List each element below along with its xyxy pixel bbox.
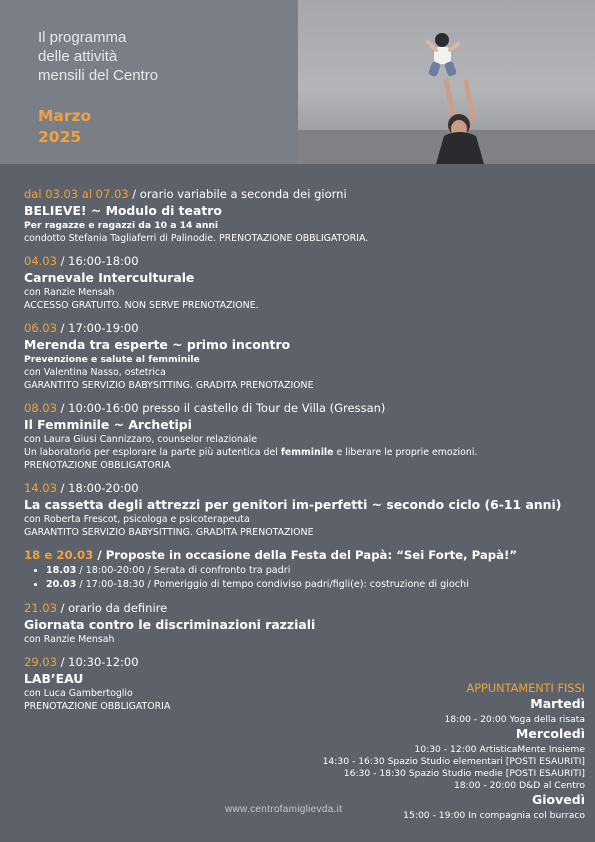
event-detail: con Ranzie Mensah [24,634,115,645]
event-time: / 16:00-18:00 [56,254,139,268]
desc-text: Un laboratorio per esplorare la parte più autentica del [24,447,281,458]
event-detail: con Ranzie Mensah [24,287,115,298]
event-date: 06.03 [24,321,57,335]
event-note: PRENOTAZIONE OBBLIGATORIA [24,460,171,471]
event-detail: con Valentina Nasso, ostetrica [24,367,166,378]
event-detail: condotto Stefania Tagliaferri di Palinodie. PRENOTAZIONE OBBLIGATORIA. [24,233,369,244]
event-detail: GARANTITO SERVIZIO BABYSITTING. GRADITA PRENOTAZIONE [24,527,314,538]
event-title: Giornata contro le discriminazioni razziali [24,617,316,632]
event-subtitle: Prevenzione e salute al femminile [24,354,200,365]
day-label: Martedì [530,696,585,711]
intro-line: delle attività [38,48,118,65]
bullet-date: 18.03 [46,565,77,576]
intro-line: mensili del Centro [38,67,159,84]
event-time: / orario variabile a seconda dei giorni [128,187,347,201]
event-item [24,400,584,472]
month-year [38,106,91,148]
header-band [0,0,595,164]
event-item [24,480,584,539]
event-detail: con Luca Gambertoglio [24,688,133,699]
event-date: 18 e 20.03 [24,548,94,562]
event-bullets [24,564,584,592]
fixed-appointments [323,681,585,822]
photo-illustration [298,0,595,164]
event-date: 08.03 [24,401,57,415]
event-title: Il Femminile ~ Archetipi [24,417,192,432]
event-time: / 10:00-16:00 presso il castello di Tour de Villa (Gressan) [56,401,386,415]
event-subtitle: Per ragazze e ragazzi da 10 a 14 anni [24,220,219,231]
event-time: / 10:30-12:00 [56,655,139,669]
event-title: Carnevale Interculturale [24,270,195,285]
event-date: 29.03 [24,655,57,669]
day-label: Giovedì [532,792,585,807]
appointment-item: 18:00 - 20:00 D&D al Centro [453,780,585,791]
event-date: 21.03 [24,601,57,615]
event-item [24,600,584,646]
bullet-date: 20.03 [46,579,77,590]
list-item [46,578,584,592]
bullet-text: / 17:00-18:30 / Pomeriggio di tempo condiviso padri/figli(e): costruzione di giochi [76,579,469,590]
month: Marzo [38,107,92,125]
event-detail: PRENOTAZIONE OBBLIGATORIA [24,701,171,712]
event-time: / Proposte in occasione della Festa del Papà: “Sei Forte, Papà!” [93,548,518,562]
event-item [24,186,584,245]
event-item [24,547,584,592]
intro-text [38,28,158,85]
appointment-item: 14:30 - 16:30 Spazio Studio elementari [POSTI ESAURITI] [322,756,585,767]
event-detail: ACCESSO GRATUITO. NON SERVE PRENOTAZIONE. [24,300,259,311]
event-title: LAB’EAU [24,671,84,686]
event-detail: con Laura Giusi Cannizzaro, counselor relazionale [24,434,257,445]
desc-text: e liberare le proprie emozioni. [333,447,478,458]
event-date: 04.03 [24,254,57,268]
event-time: / 17:00-19:00 [56,321,139,335]
event-title: La cassetta degli attrezzi per genitori im-perfetti ~ secondo ciclo (6-11 anni) [24,497,562,512]
photo-father-child-icon [298,0,595,164]
event-time: / orario da definire [56,601,168,615]
event-title: Merenda tra esperte ~ primo incontro [24,337,291,352]
events-list [24,186,584,721]
event-date: 14.03 [24,481,57,495]
appointment-item: 10:30 - 12:00 ArtisticaMente Insieme [414,744,585,755]
event-item [24,253,584,312]
bullet-text: / 18:00-20:00 / Serata di confronto tra padri [76,565,291,576]
event-detail: GARANTITO SERVIZIO BABYSITTING. GRADITA PRENOTAZIONE [24,380,314,391]
event-description [24,446,584,459]
intro-line: Il programma [38,29,127,46]
appointment-item: 15:00 - 19:00 In compagnia col burraco [403,810,585,821]
appointment-item: 16:30 - 18:30 Spazio Studio medie [POSTI ESAURITI] [343,768,585,779]
event-time: / 18:00-20:00 [56,481,139,495]
website-link[interactable]: www.centrofamiglievda.it [225,804,343,815]
list-item [46,564,584,578]
fixed-heading: APPUNTAMENTI FISSI [466,682,585,695]
event-title: BELIEVE! ~ Modulo di teatro [24,203,222,218]
desc-bold: femminile [280,447,334,458]
event-date: dal 03.03 al 07.03 [24,187,129,201]
year: 2025 [38,128,82,146]
event-item [24,320,584,392]
appointment-item: 18:00 - 20:00 Yoga della risata [444,714,585,725]
event-detail: con Roberta Frescot, psicologa e psicoterapeuta [24,514,250,525]
day-label: Mercoledì [515,726,585,741]
